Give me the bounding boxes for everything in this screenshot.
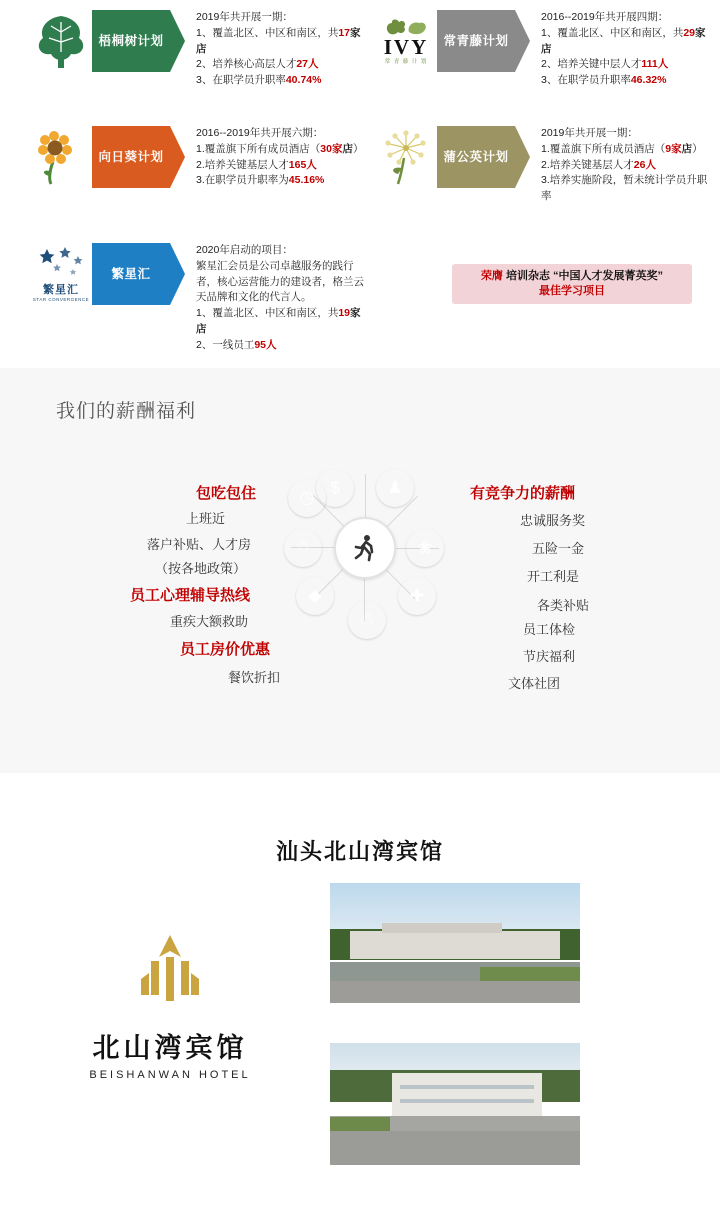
program-line: 2、一线员工95人 [196, 338, 277, 351]
clock-icon: ◷ [299, 488, 315, 507]
programs-section [0, 0, 720, 368]
node-group [284, 529, 322, 567]
hotel-logo [70, 933, 270, 1081]
program-line: 3.培养实施阶段，暂未统计学员升职率 [541, 174, 708, 202]
hotel-title: 汕头北山湾宾馆 [275, 839, 444, 864]
money-icon: $ [330, 478, 340, 497]
benefit-item: 落户补贴、人才房 [147, 537, 252, 552]
award-banner [452, 264, 692, 304]
benefit-item: 开工利是 [527, 569, 580, 584]
program-card-pugongying [375, 126, 711, 205]
program-chevron-wutongshu [92, 10, 170, 72]
program-line: 繁星汇会员是公司卓越服务的践行者，核心运营能力的建设者，格兰云天品牌和文化的代言人。 [196, 259, 364, 304]
photo-window-band [400, 1099, 534, 1103]
person-icon: ♟ [387, 478, 403, 497]
program-line: 3.在职学员升职率为45.16% [196, 174, 325, 187]
ivy-logo-text: IVY [383, 34, 429, 59]
program-text-wutongshu [196, 10, 366, 89]
benefit-item: 忠诚服务奖 [520, 513, 586, 528]
program-line: 2、培养关键中层人才111人 [541, 58, 669, 71]
benefit-head-psych-hotline: 员工心理辅导热线 [130, 587, 251, 604]
gift-icon: ❀ [417, 538, 433, 557]
photo-grass [480, 967, 580, 981]
hotel-entrance-photo [330, 883, 580, 1003]
program-line: 2019年共开展一期： [541, 127, 638, 139]
tree-logo-icon [30, 10, 92, 72]
discount-icon: ◆ [308, 586, 322, 605]
program-line: 2016--2019年共开展六期： [196, 127, 324, 139]
program-line: 2、培养核心高层人才27人 [196, 58, 319, 71]
program-label: 繁星汇 [111, 266, 151, 281]
medical-icon: ✚ [409, 586, 425, 605]
award-line-2: 最佳学习项目 [539, 285, 605, 297]
program-text-fanxinghui [196, 243, 366, 353]
program-card-wutongshu [30, 10, 366, 89]
benefit-head-staff-room-rate: 员工房价优惠 [180, 641, 271, 658]
program-line: 2.培养关键基层人才26人 [541, 158, 656, 171]
benefit-item: 文体社团 [508, 676, 561, 691]
stars-logo-subtext: STAR CONVERGENCE [32, 296, 90, 302]
program-card-fanxinghui [30, 243, 366, 353]
hotel-building-photo [330, 1043, 580, 1165]
program-line: 1.覆盖旗下所有成员酒店（9家店） [541, 142, 703, 155]
program-label: 蒲公英计划 [443, 149, 509, 164]
photo-road [330, 1131, 580, 1165]
program-card-xiangrikui [30, 126, 366, 189]
hotel-logo-name-cn: 北山湾宾馆 [92, 1033, 248, 1063]
program-label: 梧桐树计划 [98, 33, 164, 48]
benefit-item: 节庆福利 [523, 649, 576, 664]
program-line: 2.培养关键基层人才165人 [196, 158, 317, 171]
program-chevron-fanxinghui [92, 243, 170, 305]
program-line: 2016--2019年共开展四期： [541, 11, 669, 23]
benefit-item: 餐饮折扣 [228, 670, 281, 685]
benefits-section [0, 368, 720, 773]
stars-logo-text: 繁星汇 [43, 283, 79, 296]
node-time [288, 479, 326, 517]
group-icon: ☃ [295, 538, 311, 557]
dandelion-logo-icon [375, 126, 437, 188]
node-family [348, 601, 386, 639]
benefits-wheel [290, 473, 440, 629]
hotel-logo-name-en: BEISHANWAN HOTEL [89, 1069, 251, 1081]
program-card-changqingteng [375, 10, 711, 89]
stars-logo-icon [30, 243, 92, 305]
program-line: 2020年启动的项目： [196, 244, 293, 256]
photo-canopy [382, 923, 502, 933]
program-chevron-changqingteng [437, 10, 515, 72]
ivy-logo-icon [375, 10, 437, 72]
family-icon: ☃ [359, 610, 375, 629]
program-chevron-pugongying [437, 126, 515, 188]
benefit-item: 重疾大额救助 [170, 614, 249, 629]
benefit-item: 各类补贴 [537, 598, 590, 613]
benefit-item: （按各地政策） [155, 561, 247, 576]
program-label: 常青藤计划 [443, 33, 509, 48]
photo-grass [330, 1117, 390, 1131]
photo-building [392, 1073, 542, 1121]
program-line: 1、覆盖北区、中区和南区，共19家店 [196, 307, 361, 335]
node-staff [376, 469, 414, 507]
running-person-icon [334, 517, 396, 579]
photo-road [330, 981, 580, 1003]
benefit-item: 五险一金 [532, 541, 585, 556]
program-line: 2019年共开展一期： [196, 11, 293, 23]
benefit-head-meals-housing: 包吃包住 [196, 485, 257, 502]
program-chevron-xiangrikui [92, 126, 170, 188]
program-line: 1、覆盖北区、中区和南区，共29家店 [541, 26, 706, 55]
program-text-xiangrikui [196, 126, 366, 189]
node-gift [406, 529, 444, 567]
hotel-section [0, 773, 720, 1210]
benefit-item: 员工体检 [523, 622, 576, 637]
node-discount [296, 577, 334, 615]
node-medical [398, 577, 436, 615]
benefits-title: 我们的薪酬福利 [56, 401, 197, 422]
program-line: 3、在职学员升职率40.74% [196, 74, 322, 86]
ivy-logo-subtext: 常 青 藤 计 划 [384, 58, 428, 65]
award-line-1: 荣膺 培训杂志 “中国人才发展菁英奖” [480, 270, 664, 283]
program-line: 1、覆盖北区、中区和南区，共17家店 [196, 26, 361, 55]
program-text-changqingteng [541, 10, 711, 89]
program-line: 1.覆盖旗下所有成员酒店（30家店） [196, 142, 364, 155]
photo-building [350, 931, 560, 959]
hotel-logo-mark-icon [70, 933, 270, 1016]
program-label: 向日葵计划 [98, 149, 164, 164]
benefit-item: 上班近 [186, 511, 226, 526]
benefit-head-competitive-salary: 有竞争力的薪酬 [470, 485, 576, 502]
photo-window-band [400, 1085, 534, 1089]
program-line: 3、在职学员升职率46.32% [541, 74, 667, 86]
sunflower-logo-icon [30, 126, 92, 188]
program-text-pugongying [541, 126, 711, 205]
